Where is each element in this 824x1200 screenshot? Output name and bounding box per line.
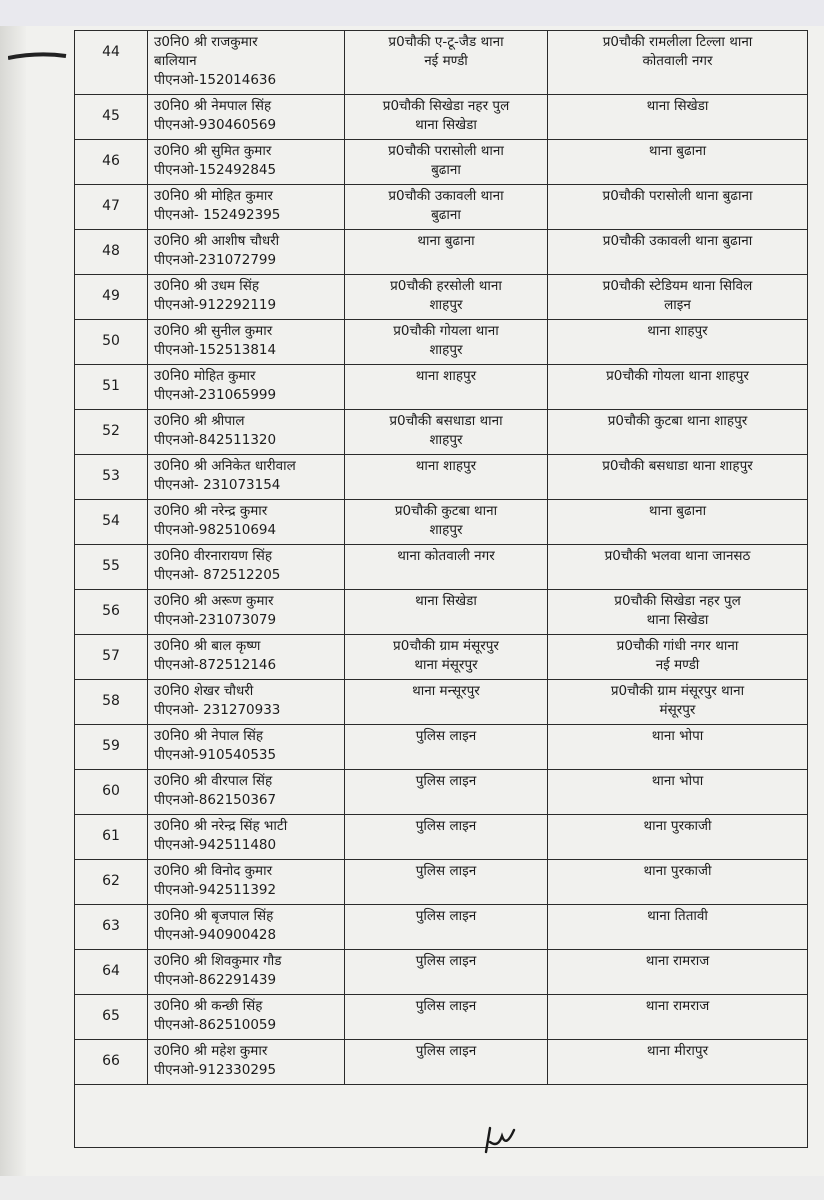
current-posting-cell xyxy=(345,725,548,770)
officer-name-cell-line: पीएनओ-231065999 xyxy=(154,387,277,403)
serial-number-cell: 50 xyxy=(75,320,148,365)
current-posting-cell xyxy=(345,31,548,95)
current-posting-cell-line: थाना शाहपुर xyxy=(415,458,477,474)
current-posting-cell xyxy=(345,230,548,275)
new-posting-cell xyxy=(548,635,808,680)
officer-name-cell-line: उ0नि0 श्री अनिकेत धारीवाल xyxy=(154,458,296,474)
current-posting-cell-line: थाना बुढाना xyxy=(417,233,475,249)
officer-name-cell xyxy=(148,320,345,365)
serial-number-cell: 45 xyxy=(75,95,148,140)
officer-name-cell-line: उ0नि0 श्री उधम सिंह xyxy=(154,278,260,294)
officer-name-cell-line: पीएनओ- 872512205 xyxy=(154,567,281,583)
new-posting-cell-line: नई मण्डी xyxy=(655,657,700,673)
officer-name-cell-line: उ0नि0 श्री अरूण कुमार xyxy=(154,593,274,609)
table-row xyxy=(75,860,808,905)
new-posting-cell xyxy=(548,680,808,725)
current-posting-cell-line: शाहपुर xyxy=(429,297,463,313)
officer-name-cell-line: उ0नि0 श्री नेपाल सिंह xyxy=(154,728,264,744)
new-posting-cell xyxy=(548,455,808,500)
new-posting-cell xyxy=(548,950,808,995)
officer-name-cell-line: उ0नि0 श्री नरेन्द्र कुमार xyxy=(154,503,268,519)
new-posting-cell-line: थाना बुढाना xyxy=(648,503,707,519)
officer-name-cell-line: पीएनओ-942511392 xyxy=(154,882,277,898)
table-row xyxy=(75,230,808,275)
officer-name-cell-line: उ0नि0 श्री नरेन्द्र सिंह भाटी xyxy=(154,818,288,834)
table-row xyxy=(75,635,808,680)
current-posting-cell xyxy=(345,320,548,365)
current-posting-cell-line: थाना सिखेडा xyxy=(415,593,477,609)
officer-name-cell xyxy=(148,950,345,995)
officer-name-cell-line: उ0नि0 श्री बाल कृष्ण xyxy=(154,638,261,654)
table-row xyxy=(75,680,808,725)
new-posting-cell-line: मंसूरपुर xyxy=(659,702,696,718)
officer-name-cell xyxy=(148,410,345,455)
current-posting-cell xyxy=(345,455,548,500)
officer-name-cell-line: पीएनओ-912330295 xyxy=(154,1062,277,1078)
officer-name-cell-line: पीएनओ- 231270933 xyxy=(154,702,281,718)
signature-mark xyxy=(480,1118,530,1158)
new-posting-cell xyxy=(548,1040,808,1085)
officer-name-cell-line: उ0नि0 श्री मोहित कुमार xyxy=(154,188,273,204)
serial-number-cell: 54 xyxy=(75,500,148,545)
table-row xyxy=(75,770,808,815)
officer-name-cell xyxy=(148,95,345,140)
officer-name-cell-line: पीएनओ-231072799 xyxy=(154,252,277,268)
officer-name-cell-line: उ0नि0 श्री शिवकुमार गौड xyxy=(154,953,282,969)
current-posting-cell-line: पुलिस लाइन xyxy=(415,773,477,789)
officer-name-cell xyxy=(148,725,345,770)
new-posting-cell-line: थाना शाहपुर xyxy=(647,323,708,339)
current-posting-cell xyxy=(345,500,548,545)
new-posting-cell xyxy=(548,95,808,140)
new-posting-cell-line: थाना तितावी xyxy=(647,908,708,924)
new-posting-cell xyxy=(548,31,808,95)
officer-name-cell xyxy=(148,185,345,230)
new-posting-cell xyxy=(548,815,808,860)
current-posting-cell-line: थाना सिखेडा xyxy=(415,117,477,133)
officer-name-cell-line: उ0नि0 श्री श्रीपाल xyxy=(154,413,245,429)
officer-name-cell-line: पीएनओ-872512146 xyxy=(154,657,277,673)
viewer-top-bar xyxy=(0,0,824,26)
officer-name-cell-line: पीएनओ-152014636 xyxy=(154,72,277,88)
officer-name-cell-line: पीएनओ-862150367 xyxy=(154,792,277,808)
current-posting-cell xyxy=(345,140,548,185)
current-posting-cell xyxy=(345,815,548,860)
table-row xyxy=(75,140,808,185)
page-edge-mark xyxy=(8,50,68,64)
serial-number-cell: 62 xyxy=(75,860,148,905)
new-posting-cell-line: प्र0चौकी गोयला थाना शाहपुर xyxy=(606,368,749,384)
new-posting-cell xyxy=(548,770,808,815)
officer-name-cell-line: उ0नि0 शेखर चौधरी xyxy=(154,683,254,699)
current-posting-cell xyxy=(345,905,548,950)
officer-name-cell-line: पीएनओ- 152492395 xyxy=(154,207,281,223)
officer-name-cell-line: बालियान xyxy=(154,53,197,69)
table-row xyxy=(75,320,808,365)
new-posting-cell-line: प्र0चौकी बसधाडा थाना शाहपुर xyxy=(602,458,753,474)
current-posting-cell xyxy=(345,860,548,905)
officer-name-cell-line: पीएनओ-862510059 xyxy=(154,1017,277,1033)
officer-name-cell xyxy=(148,590,345,635)
current-posting-cell-line: पुलिस लाइन xyxy=(415,998,477,1014)
officer-name-cell-line: उ0नि0 श्री नेमपाल सिंह xyxy=(154,98,272,114)
serial-number-cell: 55 xyxy=(75,545,148,590)
officer-name-cell xyxy=(148,140,345,185)
current-posting-cell-line: नई मण्डी xyxy=(424,53,468,69)
new-posting-cell-line: थाना सिखेडा xyxy=(646,98,709,114)
new-posting-cell xyxy=(548,500,808,545)
document-page xyxy=(0,26,824,1176)
serial-number-cell: 53 xyxy=(75,455,148,500)
new-posting-cell-line: थाना पुरकाजी xyxy=(643,818,712,834)
current-posting-cell-line: पुलिस लाइन xyxy=(415,908,477,924)
new-posting-cell-line: थाना बुढाना xyxy=(648,143,707,159)
current-posting-cell-line: प्र0चौकी ग्राम मंसूरपुर xyxy=(393,638,499,654)
officer-name-cell-line: पीएनओ-912292119 xyxy=(154,297,277,313)
table-row xyxy=(75,905,808,950)
new-posting-cell-line: प्र0चौकी ग्राम मंसूरपुर थाना xyxy=(610,683,745,699)
officer-name-cell xyxy=(148,545,345,590)
current-posting-cell xyxy=(345,1040,548,1085)
current-posting-cell xyxy=(345,770,548,815)
officer-name-cell-line: पीएनओ-152492845 xyxy=(154,162,277,178)
serial-number-cell: 52 xyxy=(75,410,148,455)
current-posting-cell xyxy=(345,185,548,230)
officer-name-cell-line: पीएनओ-842511320 xyxy=(154,432,277,448)
current-posting-cell xyxy=(345,275,548,320)
table-row xyxy=(75,815,808,860)
new-posting-cell-line: प्र0चौकी स्टेडियम थाना सिविल xyxy=(602,278,753,294)
new-posting-cell xyxy=(548,230,808,275)
serial-number-cell: 64 xyxy=(75,950,148,995)
transfer-table-body xyxy=(75,31,808,1085)
officer-name-cell-line: पीएनओ-862291439 xyxy=(154,972,277,988)
table-row xyxy=(75,455,808,500)
table-row xyxy=(75,1040,808,1085)
current-posting-cell-line: शाहपुर xyxy=(429,522,463,538)
new-posting-cell xyxy=(548,365,808,410)
officer-name-cell-line: पीएनओ-152513814 xyxy=(154,342,277,358)
current-posting-cell-line: पुलिस लाइन xyxy=(415,1043,477,1059)
officer-name-cell-line: उ0नि0 श्री बृजपाल सिंह xyxy=(154,908,274,924)
officer-name-cell-line: उ0नि0 वीरनारायण सिंह xyxy=(154,548,273,564)
current-posting-cell xyxy=(345,635,548,680)
serial-number-cell: 48 xyxy=(75,230,148,275)
new-posting-cell xyxy=(548,995,808,1040)
current-posting-cell-line: पुलिस लाइन xyxy=(415,953,477,969)
serial-number-cell: 65 xyxy=(75,995,148,1040)
new-posting-cell-line: थाना रामराज xyxy=(645,998,710,1014)
new-posting-cell-line: प्र0चौकी गांधी नगर थाना xyxy=(616,638,739,654)
serial-number-cell: 46 xyxy=(75,140,148,185)
new-posting-cell-line: प्र0चौकी उकावली थाना बुढाना xyxy=(602,233,753,249)
table-row xyxy=(75,365,808,410)
table-row xyxy=(75,410,808,455)
table-row xyxy=(75,545,808,590)
officer-name-cell-line: उ0नि0 मोहित कुमार xyxy=(154,368,256,384)
officer-name-cell xyxy=(148,995,345,1040)
officer-name-cell-line: उ0नि0 श्री कन्छी सिंह xyxy=(154,998,263,1014)
table-row xyxy=(75,500,808,545)
officer-name-cell-line: पीएनओ-231073079 xyxy=(154,612,277,628)
serial-number-cell: 58 xyxy=(75,680,148,725)
new-posting-cell-line: थाना रामराज xyxy=(645,953,710,969)
officer-name-cell-line: उ0नि0 श्री आशीष चौधरी xyxy=(154,233,280,249)
table-row xyxy=(75,185,808,230)
table-row xyxy=(75,31,808,95)
current-posting-cell-line: प्र0चौकी बसधाडा थाना xyxy=(389,413,503,429)
current-posting-cell-line: शाहपुर xyxy=(429,432,463,448)
current-posting-cell-line: बुढाना xyxy=(431,162,461,178)
new-posting-cell xyxy=(548,860,808,905)
serial-number-cell: 44 xyxy=(75,31,148,95)
table-row xyxy=(75,95,808,140)
new-posting-cell-line: प्र0चौकी भलवा थाना जानसठ xyxy=(604,548,751,564)
current-posting-cell xyxy=(345,950,548,995)
viewer-bottom-bar xyxy=(0,1176,824,1200)
officer-name-cell xyxy=(148,500,345,545)
table-row xyxy=(75,275,808,320)
current-posting-cell-line: प्र0चौकी सिखेडा नहर पुल xyxy=(382,98,510,114)
current-posting-cell xyxy=(345,680,548,725)
new-posting-cell-line: थाना सिखेडा xyxy=(646,612,709,628)
new-posting-cell-line: प्र0चौकी रामलीला टिल्ला थाना xyxy=(602,34,753,50)
current-posting-cell xyxy=(345,365,548,410)
officer-name-cell xyxy=(148,365,345,410)
current-posting-cell-line: शाहपुर xyxy=(429,342,463,358)
current-posting-cell-line: प्र0चौकी परासोली थाना xyxy=(388,143,504,159)
table-row xyxy=(75,950,808,995)
current-posting-cell xyxy=(345,410,548,455)
new-posting-cell xyxy=(548,725,808,770)
current-posting-cell xyxy=(345,590,548,635)
current-posting-cell-line: पुलिस लाइन xyxy=(415,818,477,834)
new-posting-cell-line: थाना मीरापुर xyxy=(646,1043,709,1059)
new-posting-cell-line: लाइन xyxy=(664,297,691,313)
current-posting-cell-line: प्र0चौकी कुटबा थाना xyxy=(394,503,498,519)
current-posting-cell-line: बुढाना xyxy=(431,207,461,223)
current-posting-cell-line: थाना मंसूरपुर xyxy=(414,657,478,673)
current-posting-cell-line: प्र0चौकी ए-टू-जैड थाना xyxy=(388,34,504,50)
officer-name-cell-line: पीएनओ-930460569 xyxy=(154,117,277,133)
new-posting-cell xyxy=(548,275,808,320)
current-posting-cell-line: प्र0चौकी उकावली थाना xyxy=(388,188,504,204)
table-row xyxy=(75,725,808,770)
officer-name-cell-line: उ0नि0 श्री सुमित कुमार xyxy=(154,143,272,159)
new-posting-cell xyxy=(548,185,808,230)
officer-name-cell-line: उ0नि0 श्री सुनील कुमार xyxy=(154,323,273,339)
new-posting-cell-line: थाना भोपा xyxy=(651,728,704,744)
officer-name-cell xyxy=(148,275,345,320)
serial-number-cell: 49 xyxy=(75,275,148,320)
new-posting-cell xyxy=(548,410,808,455)
new-posting-cell-line: प्र0चौकी सिखेडा नहर पुल xyxy=(614,593,741,609)
transfer-table-wrap xyxy=(74,30,808,1148)
serial-number-cell: 51 xyxy=(75,365,148,410)
officer-name-cell-line: पीएनओ-942511480 xyxy=(154,837,277,853)
new-posting-cell xyxy=(548,140,808,185)
officer-name-cell xyxy=(148,680,345,725)
serial-number-cell: 66 xyxy=(75,1040,148,1085)
officer-name-cell-line: पीएनओ-982510694 xyxy=(154,522,277,538)
new-posting-cell-line: प्र0चौकी कुटबा थाना शाहपुर xyxy=(607,413,748,429)
table-row xyxy=(75,590,808,635)
current-posting-cell xyxy=(345,545,548,590)
serial-number-cell: 60 xyxy=(75,770,148,815)
serial-number-cell: 56 xyxy=(75,590,148,635)
officer-name-cell-line: उ0नि0 श्री वीरपाल सिंह xyxy=(154,773,273,789)
serial-number-cell: 63 xyxy=(75,905,148,950)
serial-number-cell: 59 xyxy=(75,725,148,770)
new-posting-cell xyxy=(548,590,808,635)
officer-name-cell-line: पीएनओ-940900428 xyxy=(154,927,277,943)
officer-name-cell-line: पीएनओ-910540535 xyxy=(154,747,277,763)
current-posting-cell xyxy=(345,95,548,140)
officer-name-cell-line: पीएनओ- 231073154 xyxy=(154,477,281,493)
officer-name-cell xyxy=(148,770,345,815)
current-posting-cell-line: प्र0चौकी गोयला थाना xyxy=(393,323,499,339)
officer-name-cell-line: उ0नि0 श्री राजकुमार xyxy=(154,34,258,50)
officer-name-cell xyxy=(148,635,345,680)
officer-name-cell xyxy=(148,455,345,500)
new-posting-cell-line: थाना भोपा xyxy=(651,773,704,789)
current-posting-cell-line: थाना मन्सूरपुर xyxy=(412,683,480,699)
officer-name-cell-line: उ0नि0 श्री महेश कुमार xyxy=(154,1043,268,1059)
new-posting-cell xyxy=(548,905,808,950)
new-posting-cell-line: कोतवाली नगर xyxy=(642,53,713,69)
officer-name-cell xyxy=(148,815,345,860)
current-posting-cell-line: पुलिस लाइन xyxy=(415,728,477,744)
officer-name-cell xyxy=(148,31,345,95)
serial-number-cell: 57 xyxy=(75,635,148,680)
current-posting-cell xyxy=(345,995,548,1040)
new-posting-cell xyxy=(548,545,808,590)
table-tail-space xyxy=(74,1085,808,1148)
current-posting-cell-line: थाना कोतवाली नगर xyxy=(397,548,495,564)
new-posting-cell xyxy=(548,320,808,365)
officer-name-cell xyxy=(148,1040,345,1085)
transfer-table xyxy=(74,30,808,1085)
officer-name-cell xyxy=(148,905,345,950)
current-posting-cell-line: पुलिस लाइन xyxy=(415,863,477,879)
officer-name-cell-line: उ0नि0 श्री विनोद कुमार xyxy=(154,863,273,879)
officer-name-cell xyxy=(148,860,345,905)
serial-number-cell: 47 xyxy=(75,185,148,230)
table-row xyxy=(75,995,808,1040)
new-posting-cell-line: थाना पुरकाजी xyxy=(643,863,712,879)
current-posting-cell-line: थाना शाहपुर xyxy=(415,368,477,384)
current-posting-cell-line: प्र0चौकी हरसोली थाना xyxy=(390,278,502,294)
new-posting-cell-line: प्र0चौकी परासोली थाना बुढाना xyxy=(602,188,753,204)
serial-number-cell: 61 xyxy=(75,815,148,860)
officer-name-cell xyxy=(148,230,345,275)
